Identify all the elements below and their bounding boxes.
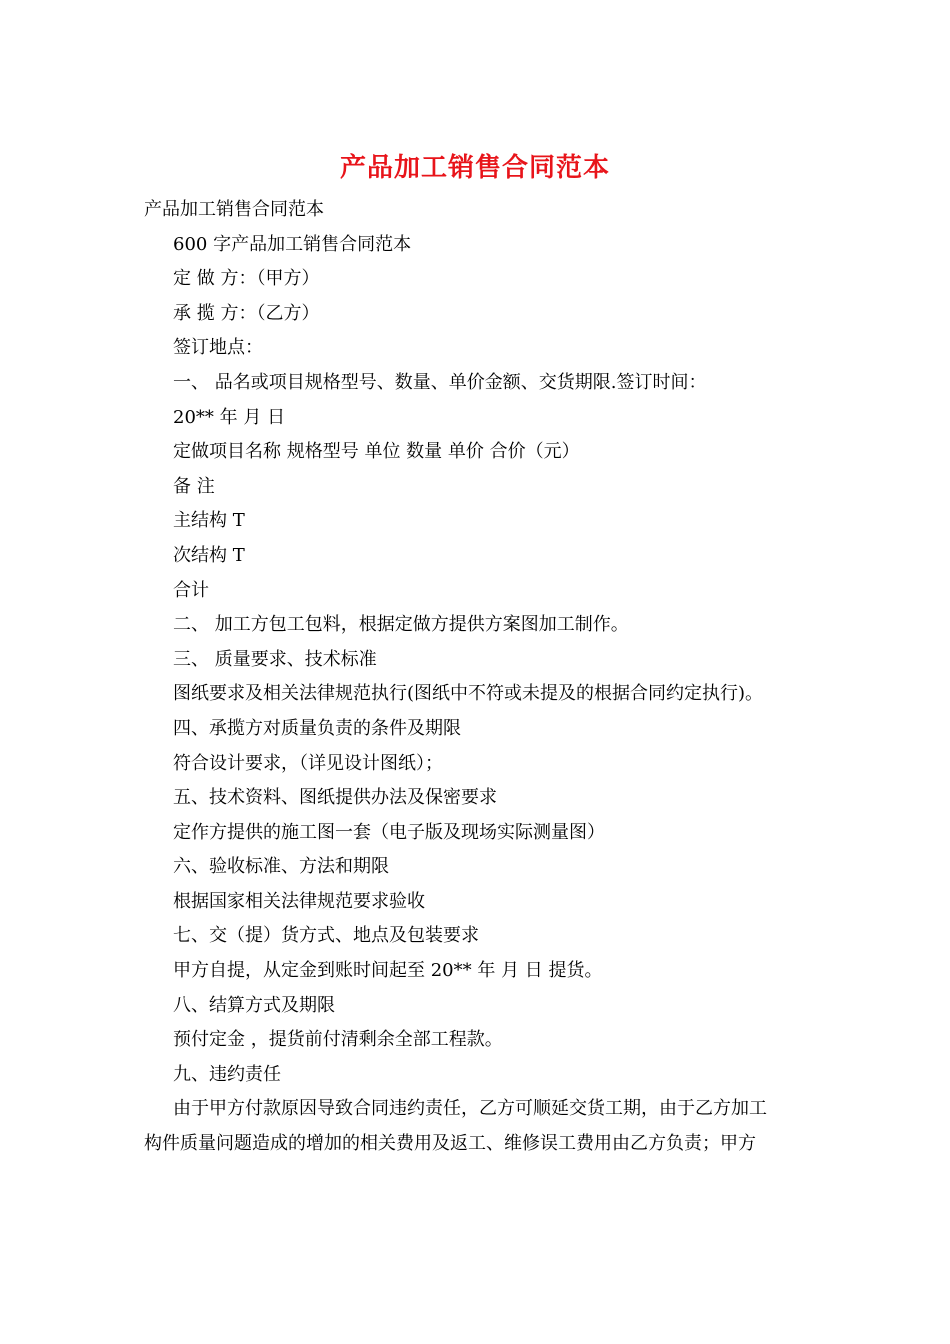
doc-line-section-5: 五、技术资料、图纸提供办法及保密要求: [173, 787, 497, 809]
doc-line: 定作方提供的施工图一套（电子版及现场实际测量图）: [173, 821, 605, 843]
doc-line: 图纸要求及相关法律规范执行(图纸中不符或未提及的根据合同约定执行)。: [173, 683, 764, 705]
doc-line-party-a: 定 做 方：（甲方）: [173, 268, 320, 290]
doc-line-heading: 产品加工销售合同范本: [144, 199, 324, 220]
doc-line: 甲方自提，从定金到账时间起至 20** 年 月 日 提货。: [173, 960, 603, 982]
doc-line-total: 合计: [173, 579, 209, 601]
doc-line: 根据国家相关法律规范要求验收: [173, 890, 425, 912]
doc-line-sub-structure: 次结构 T: [173, 544, 245, 566]
doc-line-section-3: 三、 质量要求、技术标准: [173, 648, 377, 670]
doc-line-section-1: 一、 品名或项目规格型号、数量、单价金额、交货期限.签订时间：: [173, 371, 707, 393]
doc-line-section-2: 二、 加工方包工包料，根据定做方提供方案图加工制作。: [173, 614, 629, 636]
doc-line-sign-place: 签订地点：: [173, 337, 263, 359]
doc-line-party-b: 承 揽 方：（乙方）: [173, 302, 320, 324]
document-body: [144, 193, 824, 1162]
doc-line: 600 字产品加工销售合同范本: [173, 233, 412, 255]
doc-line-remark: 备 注: [173, 475, 215, 497]
doc-paragraph-line: 构件质量问题造成的增加的相关费用及返工、维修误工费用由乙方负责；甲方: [144, 1133, 756, 1155]
doc-line-section-8: 八、结算方式及期限: [173, 994, 335, 1016]
doc-line-table-header: 定做项目名称 规格型号 单位 数量 单价 合价（元）: [173, 441, 580, 463]
doc-line: 预付定金 ，提货前付清剩余全部工程款。: [173, 1029, 503, 1051]
doc-line-section-6: 六、验收标准、方法和期限: [173, 856, 389, 878]
doc-line-section-7: 七、交（提）货方式、地点及包装要求: [173, 925, 479, 947]
doc-line-main-structure: 主结构 T: [173, 510, 245, 532]
document-title: 产品加工销售合同范本: [339, 153, 610, 183]
doc-paragraph-line: 由于甲方付款原因导致合同违约责任，乙方可顺延交货工期，由于乙方加工: [173, 1098, 767, 1120]
doc-line-date: 20** 年 月 日: [173, 406, 286, 428]
doc-line-section-4: 四、承揽方对质量负责的条件及期限: [173, 717, 461, 739]
doc-line-section-9: 九、违约责任: [173, 1063, 281, 1085]
doc-line: 符合设计要求，（详见设计图纸）；: [173, 752, 443, 774]
